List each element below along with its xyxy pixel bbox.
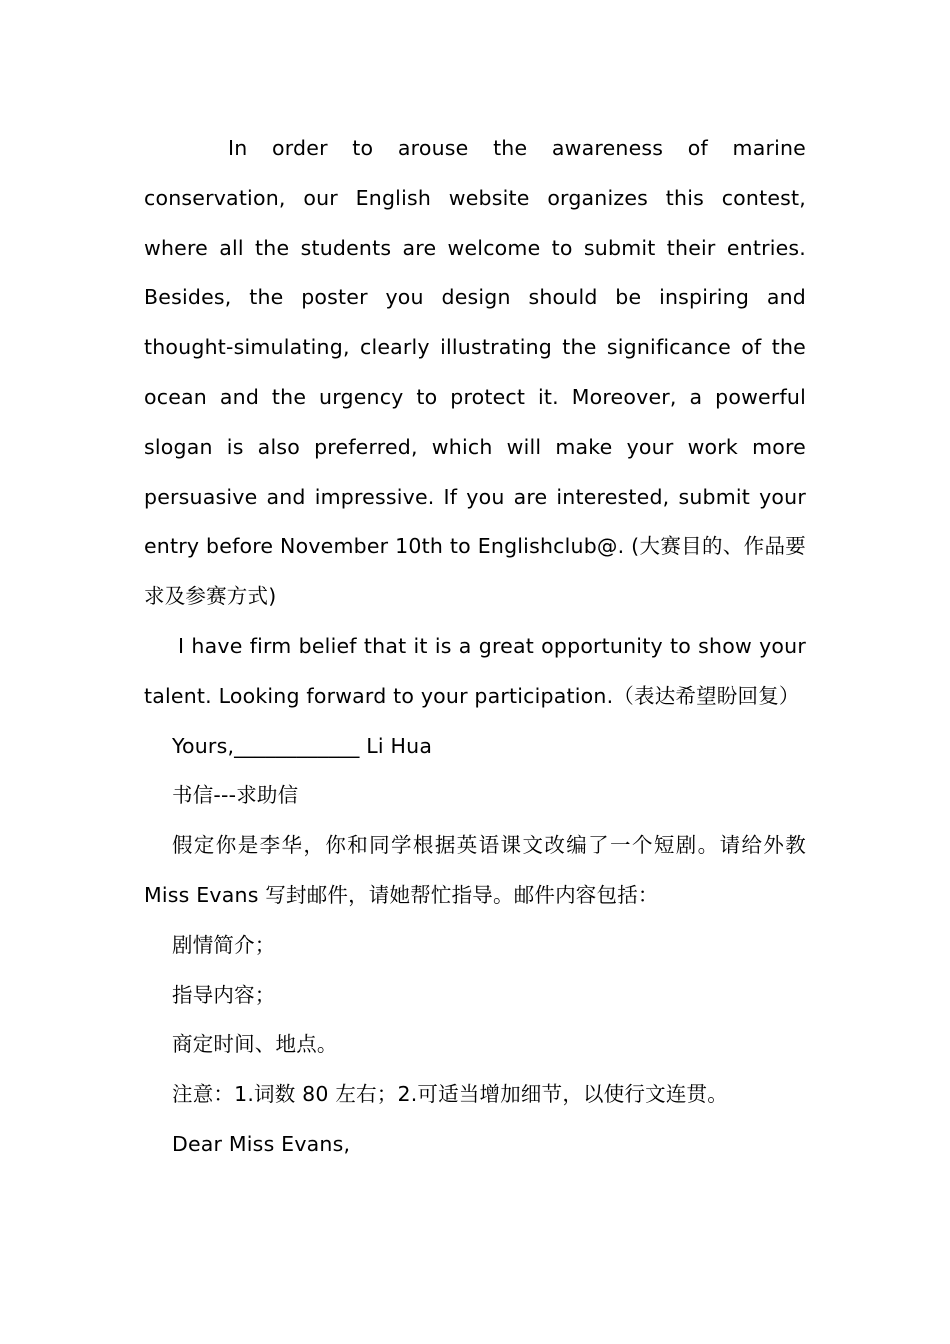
paragraph-notes: 注意：1.词数 80 左右；2.可适当增加细节，以使行文连贯。 (172, 1082, 728, 1107)
paragraph-closing-wish: I have firm belief that it is a great opportunity to show your talent. Looking forward to your participation.（表达希望盼回复） (144, 633, 806, 708)
list-item-plot-summary: 剧情简介； (172, 932, 276, 957)
paragraph-task-prompt: 假定你是李华，你和同学根据英语课文改编了一个短剧。请给外教 Miss Evans 写封邮件，请她帮忙指导。邮件内容包括： (144, 833, 806, 907)
list-item-time-place: 商定时间、地点。 (172, 1032, 338, 1057)
paragraph-salutation: Dear Miss Evans, (172, 1131, 351, 1156)
section-heading-help-letter: 书信---求助信 (172, 783, 299, 808)
paragraph-signature: Yours,____________ Li Hua (172, 733, 433, 758)
list-item-guidance-content: 指导内容； (172, 982, 276, 1007)
paragraph-contest-details: In order to arouse the awareness of marine conservation, our English website organizes this contest, where all the students are welcome to submit their entries. Besides, the poster you design should be inspiring and thought-simulating, clearly illustrating the significance of the ocean and the urgency to protect it. Moreover, a powerful slogan is also preferred, which will make your work more persuasive and impressive. If you are interested, submit your entry before November 10th to Englishclub@. (大赛目的、作品要求及参赛方式) (144, 136, 806, 609)
document-body (144, 124, 806, 1170)
